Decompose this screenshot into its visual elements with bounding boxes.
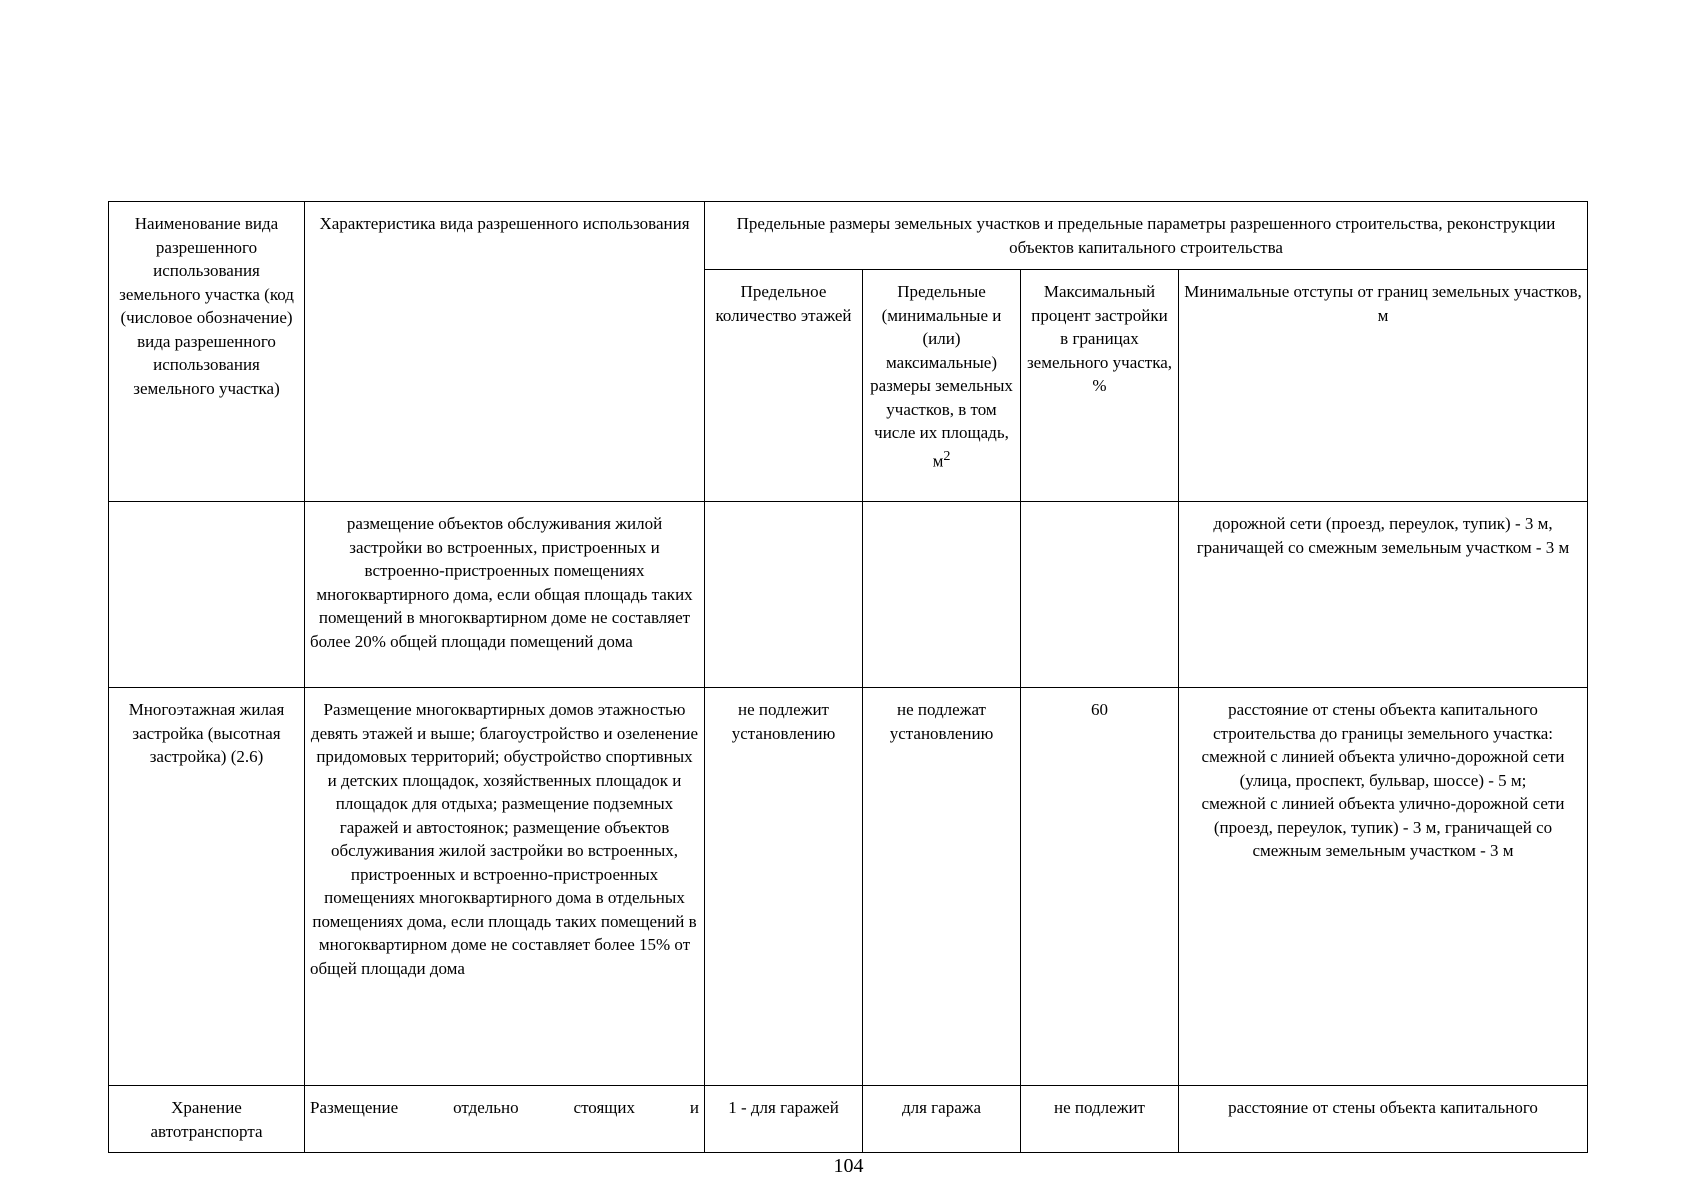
header-max-coverage-percent: Максимальный процент застройки в границах земельного участка, % <box>1021 270 1179 502</box>
cell-max-percent: не подлежит <box>1021 1086 1179 1153</box>
header-max-floors: Предельное количество этажей <box>705 270 863 502</box>
cell-land-use-name <box>109 502 305 688</box>
header-land-use-name: Наименование вида разрешенного использования земельного участка (код (числовое обозначение) вида разрешенного использования земельного участка) <box>109 202 305 502</box>
cell-floors: 1 - для гаражей <box>705 1086 863 1153</box>
header-land-use-description: Характеристика вида разрешенного использования <box>305 202 705 502</box>
header-limits-group: Предельные размеры земельных участков и предельные параметры разрешенного строительства, реконструкции объектов капитального строительства <box>705 202 1588 270</box>
page-number: 104 <box>833 1155 864 1177</box>
table-row <box>109 688 1588 1086</box>
header-plot-size-text: Предельные (минимальные и (или) максимальные) размеры земельных участков, в том числе их площадь, м <box>870 282 1013 471</box>
cell-plot-size: для гаража <box>863 1086 1021 1153</box>
cell-land-use-name: Многоэтажная жилая застройка (высотная застройка) (2.6) <box>109 688 305 1086</box>
cell-setbacks: расстояние от стены объекта капитального <box>1179 1086 1588 1153</box>
header-plot-size <box>863 270 1021 502</box>
cell-setbacks <box>1179 688 1588 1086</box>
cell-description: размещение объектов обслуживания жилой застройки во встроенных, пристроенных и встроенно-пристроенных помещениях многоквартирного дома, если общая площадь таких помещений в многоквартирном доме не составляет более 20% общей площади помещений дома <box>305 502 705 688</box>
table-row <box>109 502 1588 688</box>
header-plot-size-sup: 2 <box>943 447 951 464</box>
table-row <box>109 1086 1588 1153</box>
setbacks-paragraph-2: смежной с линией объекта улично-дорожной сети (проезд, переулок, тупик) - 3 м, граничащей со смежным земельным участком - 3 м <box>1201 794 1565 860</box>
zoning-regulations-table <box>108 201 1588 1153</box>
table-header-row <box>109 202 1588 270</box>
cell-plot-size: не подлежат установлению <box>863 688 1021 1086</box>
cell-description: Размещение отдельно стоящих и <box>305 1086 705 1153</box>
cell-floors: не подлежит установлению <box>705 688 863 1086</box>
cell-max-percent: 60 <box>1021 688 1179 1086</box>
setbacks-paragraph-1: расстояние от стены объекта капитального строительства до границы земельного участка: смежной с линией объекта улично-дорожной сети (улица, проспект, бульвар, шоссе) - 5 м; <box>1201 700 1565 790</box>
cell-land-use-name: Хранение автотранспорта <box>109 1086 305 1153</box>
cell-max-percent <box>1021 502 1179 688</box>
cell-floors <box>705 502 863 688</box>
cell-description: Размещение многоквартирных домов этажностью девять этажей и выше; благоустройство и озеленение придомовых территорий; обустройство спортивных и детских площадок, хозяйственных площадок и площадок для отдыха; размещение подземных гаражей и автостоянок; размещение объектов обслуживания жилой застройки во встроенных, пристроенных и встроенно-пристроенных помещениях многоквартирного дома в отдельных помещениях дома, если площадь таких помещений в многоквартирном доме не составляет более 15% от общей площади дома <box>305 688 705 1086</box>
cell-setbacks: дорожной сети (проезд, переулок, тупик) - 3 м, граничащей со смежным земельным участком - 3 м <box>1179 502 1588 688</box>
cell-plot-size <box>863 502 1021 688</box>
header-min-setbacks: Минимальные отступы от границ земельных участков, м <box>1179 270 1588 502</box>
